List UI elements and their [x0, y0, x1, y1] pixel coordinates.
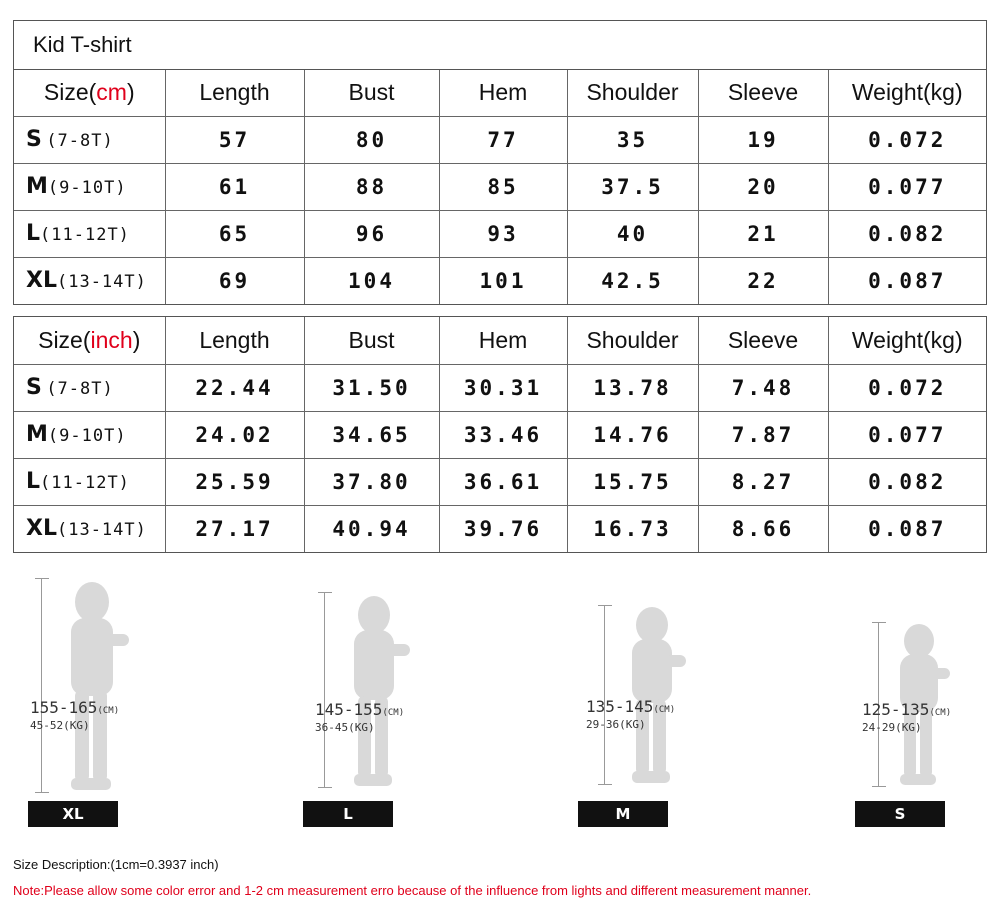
value-cell: 88: [304, 163, 439, 210]
size-description: Size Description:(1cm=0.3937 inch): [13, 857, 219, 872]
height-ruler-icon: [318, 592, 332, 788]
size-badge-xl: XL: [28, 801, 118, 827]
value-cell: 31.50: [304, 364, 439, 411]
value-cell: 24.02: [165, 411, 304, 458]
height-ruler-icon: [35, 578, 49, 793]
header-shoulder: Shoulder: [567, 317, 698, 364]
size-grid-cm: [14, 70, 986, 304]
value-cell: 7.48: [698, 364, 828, 411]
child-silhouette-icon: [616, 605, 696, 785]
value-cell: 0.072: [828, 364, 986, 411]
value-cell: 85: [439, 163, 567, 210]
kid-figure-l: [315, 592, 518, 788]
measurement-text: 135-145(CM) 29-36(KG): [586, 697, 676, 731]
value-cell: 22.44: [165, 364, 304, 411]
size-cell: XL(13-14T): [14, 257, 165, 304]
value-cell: 14.76: [567, 411, 698, 458]
value-cell: 37.80: [304, 458, 439, 505]
table-row: [14, 411, 986, 458]
size-badge-s: S: [855, 801, 945, 827]
header-weight: Weight(kg): [828, 70, 986, 116]
value-cell: 34.65: [304, 411, 439, 458]
size-cell: M(9-10T): [14, 163, 165, 210]
size-cell: S (7-8T): [14, 364, 165, 411]
value-cell: 33.46: [439, 411, 567, 458]
measurement-text: 145-155(CM) 36-45(KG): [315, 700, 405, 734]
value-cell: 61: [165, 163, 304, 210]
size-cell: M(9-10T): [14, 411, 165, 458]
value-cell: 0.087: [828, 505, 986, 552]
value-cell: 42.5: [567, 257, 698, 304]
child-silhouette-icon: [336, 592, 416, 788]
value-cell: 0.082: [828, 210, 986, 257]
value-cell: 65: [165, 210, 304, 257]
value-cell: 96: [304, 210, 439, 257]
header-bust: Bust: [304, 70, 439, 116]
header-sleeve: Sleeve: [698, 70, 828, 116]
table-row: [14, 116, 986, 163]
header-row: [14, 70, 986, 116]
height-ruler-icon: [598, 605, 612, 785]
value-cell: 57: [165, 116, 304, 163]
value-cell: 69: [165, 257, 304, 304]
table-row: [14, 163, 986, 210]
measurement-text: 155-165(CM) 45-52(KG): [30, 698, 120, 732]
child-silhouette-icon: [53, 578, 133, 793]
size-cell: XL(13-14T): [14, 505, 165, 552]
value-cell: 0.072: [828, 116, 986, 163]
value-cell: 15.75: [567, 458, 698, 505]
kid-figure-xl: [30, 578, 235, 793]
value-cell: 13.78: [567, 364, 698, 411]
value-cell: 20: [698, 163, 828, 210]
value-cell: 22: [698, 257, 828, 304]
size-header: Size(cm): [14, 70, 165, 116]
size-cell: L(11-12T): [14, 458, 165, 505]
value-cell: 104: [304, 257, 439, 304]
value-cell: 101: [439, 257, 567, 304]
header-row: [14, 317, 986, 364]
size-badge-l: L: [303, 801, 393, 827]
value-cell: 77: [439, 116, 567, 163]
unit-label: cm: [96, 79, 127, 106]
header-sleeve: Sleeve: [698, 317, 828, 364]
value-cell: 40: [567, 210, 698, 257]
value-cell: 80: [304, 116, 439, 163]
value-cell: 25.59: [165, 458, 304, 505]
size-cell: L(11-12T): [14, 210, 165, 257]
size-badge-m: M: [578, 801, 668, 827]
value-cell: 39.76: [439, 505, 567, 552]
size-table-cm: [13, 20, 987, 305]
value-cell: 0.077: [828, 163, 986, 210]
value-cell: 37.5: [567, 163, 698, 210]
table-row: [14, 458, 986, 505]
table-row: [14, 364, 986, 411]
value-cell: 19: [698, 116, 828, 163]
value-cell: 30.31: [439, 364, 567, 411]
value-cell: 93: [439, 210, 567, 257]
size-header: Size(inch): [14, 317, 165, 364]
header-weight: Weight(kg): [828, 317, 986, 364]
table-row: [14, 257, 986, 304]
measurement-text: 125-135(CM) 24-29(KG): [862, 700, 952, 734]
disclaimer-note: Note:Please allow some color error and 1-2 cm measurement erro because of the influence from lights and different measurement manner.: [13, 883, 812, 898]
unit-label: inch: [90, 326, 133, 353]
value-cell: 0.087: [828, 257, 986, 304]
header-hem: Hem: [439, 70, 567, 116]
value-cell: 36.61: [439, 458, 567, 505]
table-row: [14, 505, 986, 552]
value-cell: 0.082: [828, 458, 986, 505]
value-cell: 40.94: [304, 505, 439, 552]
value-cell: 16.73: [567, 505, 698, 552]
value-cell: 8.66: [698, 505, 828, 552]
header-length: Length: [165, 70, 304, 116]
size-table-inch: [13, 316, 987, 553]
size-grid-inch: [14, 317, 986, 552]
value-cell: 0.077: [828, 411, 986, 458]
header-shoulder: Shoulder: [567, 70, 698, 116]
header-length: Length: [165, 317, 304, 364]
header-hem: Hem: [439, 317, 567, 364]
value-cell: 21: [698, 210, 828, 257]
kid-figure-m: [586, 605, 798, 785]
header-bust: Bust: [304, 317, 439, 364]
table-title: Kid T-shirt: [14, 21, 986, 70]
value-cell: 27.17: [165, 505, 304, 552]
table-row: [14, 210, 986, 257]
size-cell: S (7-8T): [14, 116, 165, 163]
value-cell: 7.87: [698, 411, 828, 458]
value-cell: 8.27: [698, 458, 828, 505]
kid-figure-s: [862, 622, 997, 787]
value-cell: 35: [567, 116, 698, 163]
